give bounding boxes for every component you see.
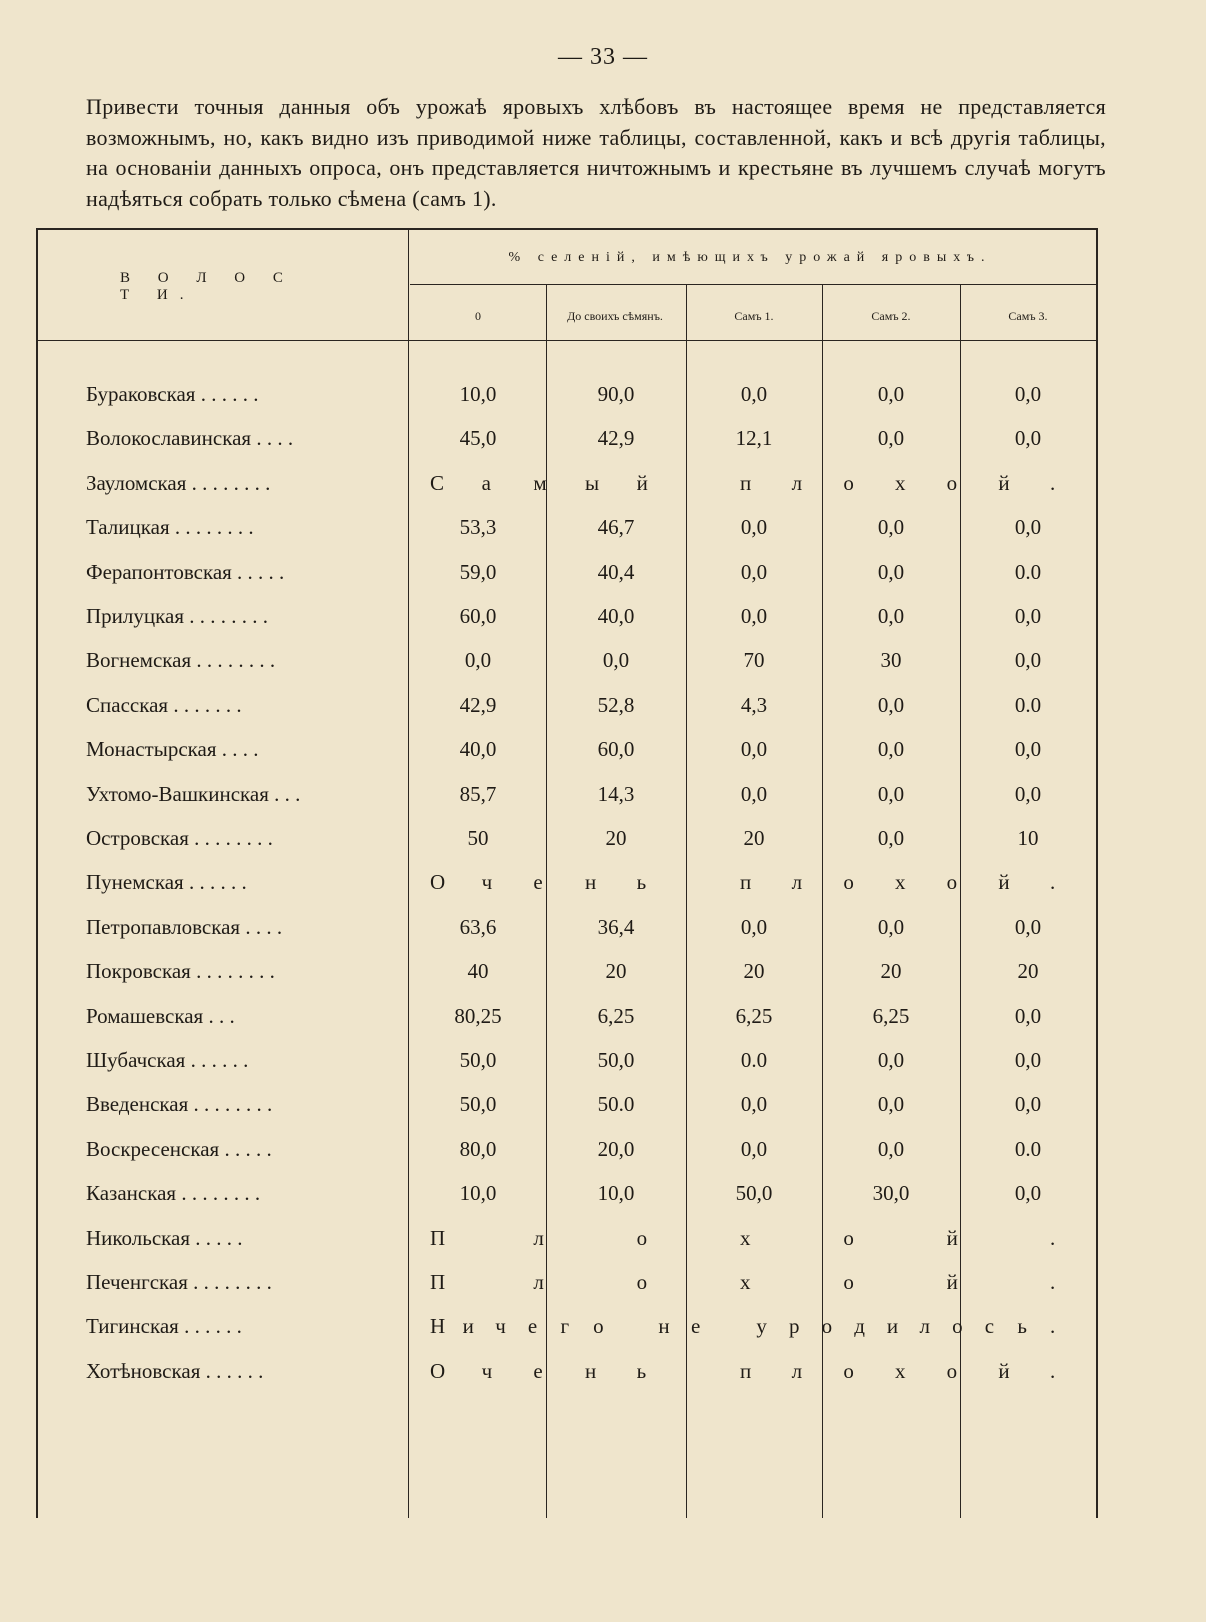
table-cell: 0,0	[740, 382, 768, 406]
table-cell: 10,0	[459, 1181, 497, 1206]
volost-name: Талицкая . . . . . . . .	[86, 515, 254, 540]
table-cell: 59,0	[459, 559, 497, 584]
table-cell: 30	[880, 648, 902, 673]
table-cell: 0,0	[877, 559, 905, 584]
volost-name: Спасская . . . . . . .	[86, 692, 242, 717]
table-cell: 10	[1017, 826, 1039, 850]
table-cell: 0,0	[740, 515, 768, 540]
table-cell: 46,7	[597, 515, 635, 540]
table-row: Зауломская . . . . . . . . С а м ы й п л о х о й .	[86, 470, 1056, 495]
table-row	[0, 737, 1206, 781]
table-row	[0, 782, 1206, 826]
table-cell: 63,6	[459, 914, 497, 939]
table-cell: 14,3	[597, 781, 635, 806]
table-cell: 0,0	[1014, 737, 1042, 762]
table-cell: 40,0	[459, 737, 497, 762]
col-header-sam-1: Самъ 1.	[734, 309, 774, 323]
table-cell: 0,0	[1014, 1003, 1042, 1028]
table-cell: 80,25	[454, 1003, 502, 1028]
volost-name: Петропавловская . . . .	[86, 914, 283, 939]
table-cell: 0,0	[877, 692, 905, 717]
table-row	[0, 426, 1206, 470]
header-group-rule	[410, 284, 1096, 285]
volost-name: Никольская . . . . .	[86, 1225, 243, 1250]
table-cell: 0.0	[1014, 559, 1042, 584]
volost-name: Пунемская . . . . . .	[86, 870, 247, 895]
table-cell: 0,0	[740, 914, 768, 939]
table-cell: 10,0	[597, 1181, 635, 1206]
table-cell: 0,0	[1014, 1181, 1042, 1206]
table-row	[0, 826, 1206, 870]
col-header-sam-2: Самъ 2.	[871, 309, 911, 323]
volost-name: Покровская . . . . . . . .	[86, 959, 275, 984]
table-cell: 50,0	[459, 1048, 497, 1072]
table-row: Печенгская . . . . . . . . П л о х о й .	[86, 1270, 1056, 1294]
table-cell: 0,0	[877, 515, 905, 540]
table-cell: 0.0	[740, 1048, 768, 1072]
table-cell: 20	[743, 826, 765, 850]
table-cell: 4,3	[740, 692, 768, 717]
table-row	[0, 560, 1206, 604]
table-row	[0, 382, 1206, 426]
table-cell: 0,0	[877, 604, 905, 628]
volost-name: Ромашевская . . .	[86, 1003, 235, 1028]
table-cell: 12,1	[735, 426, 773, 451]
table-row: Никольская . . . . . П л о х о й .	[86, 1225, 1056, 1250]
table-cell: 0,0	[877, 382, 905, 406]
table-cell: 0,0	[877, 914, 905, 939]
volost-name: Волокославинская . . . .	[86, 426, 294, 451]
col-header-do-svoikh-semyan: До своихъ сѣмянъ.	[567, 309, 663, 323]
table-cell: 40	[467, 959, 489, 984]
table-cell: 0,0	[464, 648, 492, 673]
table-cell: 70	[743, 648, 765, 673]
table-cell: 52,8	[597, 692, 635, 717]
intro-paragraph: Привести точныя данныя объ урожаѣ яровыхъ хлѣбовъ въ настоящее время не представляется возможнымъ, но, какъ видно изъ приводимой ниже таблицы, составленной, какъ и всѣ другія таблицы, на основаніи данныхъ опроса, онъ представляется ничтожнымъ и крестьяне въ лучшемъ случаѣ могутъ надѣяться собрать только сѣмена (самъ 1).	[86, 94, 1106, 211]
table-row: Хотѣновская . . . . . . О ч е н ь п л о х о й .	[86, 1358, 1056, 1383]
page-number: — 33 —	[558, 44, 648, 70]
volost-name: Печенгская . . . . . . . .	[86, 1270, 272, 1294]
table-cell: 20	[1017, 959, 1039, 984]
table-cell: 50	[467, 826, 489, 850]
table-cell: 0,0	[740, 1136, 768, 1161]
volost-name: Ферапонтовская . . . . .	[86, 559, 285, 584]
volost-name: Монастырская . . . .	[86, 737, 259, 762]
table-cell: 0.0	[1014, 692, 1042, 717]
table-cell: 50,0	[735, 1181, 773, 1206]
volost-name: Воскресенская . . . . .	[86, 1136, 272, 1161]
table-cell: 20	[880, 959, 902, 984]
table-cell: 0,0	[1014, 382, 1042, 406]
table-cell: 0,0	[740, 781, 768, 806]
table-cell: 42,9	[459, 692, 497, 717]
table-row	[0, 1092, 1206, 1136]
table-cell: 36,4	[597, 914, 635, 939]
table-row	[0, 648, 1206, 692]
header-bottom-rule	[36, 340, 1098, 341]
table-cell: 0,0	[877, 1048, 905, 1072]
table-cell: 0,0	[877, 426, 905, 451]
table-cell: 45,0	[459, 426, 497, 451]
table-cell: 0,0	[1014, 1092, 1042, 1117]
table-cell: 53,3	[459, 515, 497, 540]
volost-name: Вогнемская . . . . . . . .	[86, 648, 276, 673]
table-cell: 20	[605, 826, 627, 850]
volost-name: Шубачская . . . . . .	[86, 1048, 249, 1072]
table-row	[0, 693, 1206, 737]
table-cell: 6,25	[597, 1003, 635, 1028]
table-cell: 0,0	[602, 648, 630, 673]
table-cell: 0,0	[1014, 604, 1042, 628]
table-cell: 50,0	[459, 1092, 497, 1117]
table-cell: 0,0	[1014, 1048, 1042, 1072]
table-cell: 90,0	[597, 382, 635, 406]
table-cell: 0.0	[1014, 1136, 1042, 1161]
volost-name: Зауломская . . . . . . . .	[86, 470, 271, 495]
group-header: % селеній, имѣющихъ урожай яровыхъ.	[508, 250, 992, 265]
table-row	[0, 1181, 1206, 1225]
table-cell: 80,0	[459, 1136, 497, 1161]
volost-name: Казанская . . . . . . . .	[86, 1181, 261, 1206]
table-row	[0, 915, 1206, 959]
table-row	[0, 959, 1206, 1003]
table-cell: 0,0	[740, 1092, 768, 1117]
table-cell: 50,0	[597, 1048, 635, 1072]
table-cell: 60,0	[597, 737, 635, 762]
table-row	[0, 515, 1206, 559]
volost-name: Островская . . . . . . . .	[86, 826, 273, 850]
volost-name: Ухтомо-Вашкинская . . .	[86, 781, 301, 806]
table-cell: 0,0	[877, 781, 905, 806]
table-row: Тигинская . . . . . . Н и ч е г о н е у р о д и л о с ь .	[86, 1314, 1056, 1339]
table-cell: 0,0	[740, 559, 768, 584]
table-cell: 0,0	[1014, 515, 1042, 540]
table-cell: 0,0	[877, 1092, 905, 1117]
table-cell: 6,25	[735, 1003, 773, 1028]
table-cell: 60,0	[459, 604, 497, 628]
col-header-sam-3: Самъ 3.	[1008, 309, 1048, 323]
col-header-0: 0	[475, 309, 481, 323]
table-cell: 50.0	[597, 1092, 635, 1117]
table-cell: 42,9	[597, 426, 635, 451]
table-cell: 0,0	[877, 826, 905, 850]
table-cell: 40,0	[597, 604, 635, 628]
table-cell: 20	[605, 959, 627, 984]
table-cell: 0,0	[740, 737, 768, 762]
table-cell: 0,0	[877, 737, 905, 762]
table-cell: 85,7	[459, 781, 497, 806]
table-cell: 0,0	[877, 1136, 905, 1161]
table-cell: 0,0	[1014, 426, 1042, 451]
volost-name: Бураковская . . . . . .	[86, 382, 259, 406]
table-cell: 20	[743, 959, 765, 984]
table-row	[0, 604, 1206, 648]
table-row	[0, 1137, 1206, 1181]
table-cell: 30,0	[872, 1181, 910, 1206]
table-cell: 0,0	[740, 604, 768, 628]
table-cell: 20,0	[597, 1136, 635, 1161]
table-top-rule	[36, 228, 1098, 230]
table-row	[0, 1004, 1206, 1048]
volost-name: Тигинская . . . . . .	[86, 1314, 242, 1339]
table-cell: 40,4	[597, 559, 635, 584]
volost-name: Хотѣновская . . . . . .	[86, 1358, 264, 1383]
table-cell: 10,0	[459, 382, 497, 406]
volosti-header: В О Л О С Т И.	[120, 270, 295, 303]
table-row: Пунемская . . . . . . О ч е н ь п л о х о й .	[86, 870, 1056, 895]
table-row	[0, 1048, 1206, 1092]
table-cell: 0,0	[1014, 781, 1042, 806]
table-cell: 0,0	[1014, 914, 1042, 939]
volost-name: Прилуцкая . . . . . . . .	[86, 604, 268, 628]
table-cell: 6,25	[872, 1003, 910, 1028]
table-cell: 0,0	[1014, 648, 1042, 673]
volost-name: Введенская . . . . . . . .	[86, 1092, 273, 1117]
